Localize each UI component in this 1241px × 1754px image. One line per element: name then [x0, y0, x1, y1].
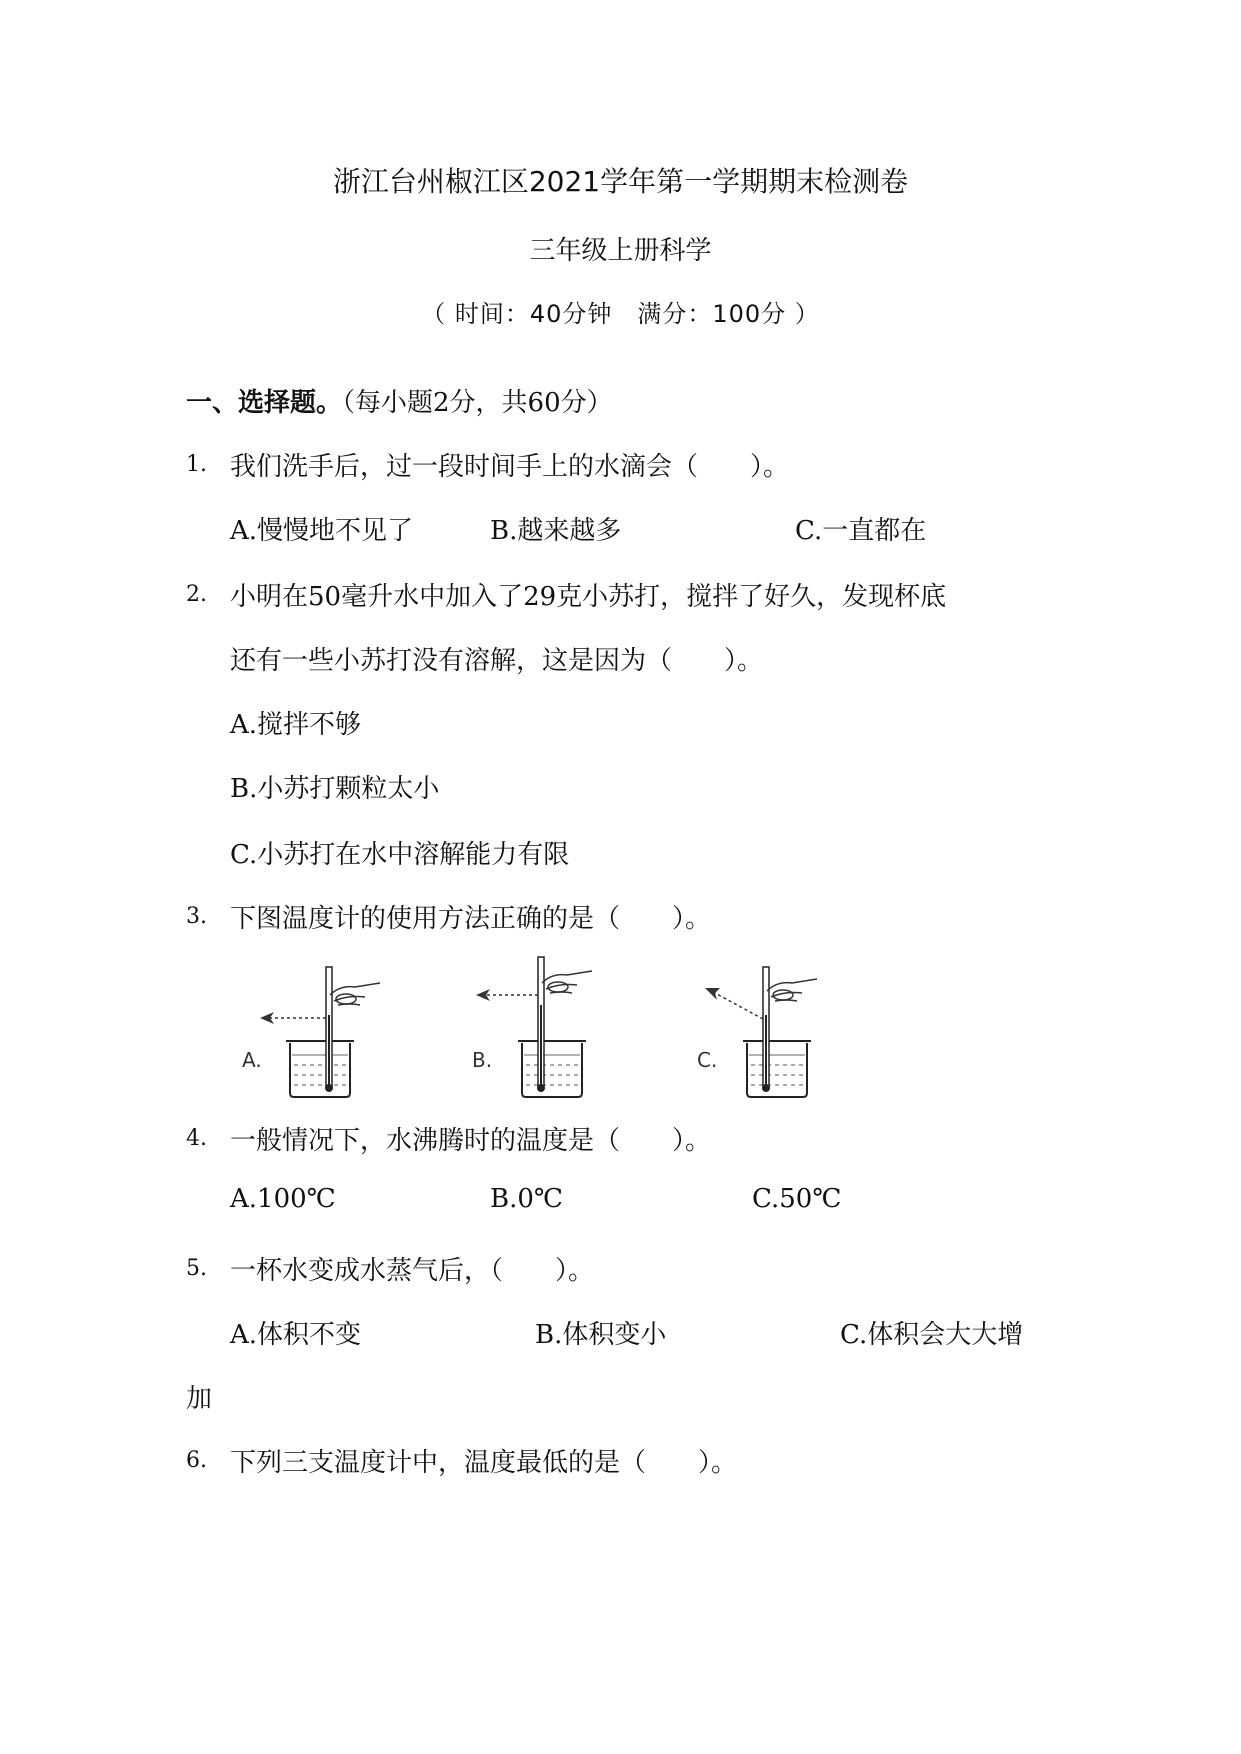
option-b: B.0℃ [490, 1184, 563, 1214]
question-text-continued: 还有一些小苏打没有溶解，这是因为（ ）。 [230, 646, 764, 676]
figure-b-label: B. [472, 1048, 493, 1072]
option-a: A.慢慢地不见了 [230, 516, 414, 546]
section-note: （每小题2分，共60分） [342, 388, 613, 418]
option-c: C.50℃ [752, 1184, 842, 1214]
section-heading [186, 382, 613, 419]
question-number: 1. [186, 452, 207, 477]
question-text: 小明在50毫升水中加入了29克小苏打，搅拌了好久，发现杯底 [230, 582, 947, 612]
option-c: C.体积会大大增 [840, 1320, 1024, 1350]
question-text: 下列三支温度计中，温度最低的是（ ）。 [230, 1448, 738, 1478]
question-number: 3. [186, 904, 207, 929]
option-b: B.小苏打颗粒太小 [230, 774, 440, 804]
figure-c [697, 967, 817, 1097]
figure-a-label: A. [242, 1048, 262, 1072]
thermometer-figure [230, 955, 910, 1105]
figure-b [472, 957, 592, 1097]
figure-c-label: C. [697, 1048, 718, 1072]
figure-a [242, 967, 380, 1097]
exam-meta: （ 时间：40分钟 满分：100分 ） [421, 300, 820, 328]
question-text: 一杯水变成水蒸气后，（ ）。 [230, 1256, 595, 1286]
option-b: B.体积变小 [535, 1320, 667, 1350]
page-subtitle: 三年级上册科学 [529, 236, 712, 266]
page-title: 浙江台州椒江区2021学年第一学期期末检测卷 [332, 165, 909, 198]
question-text: 下图温度计的使用方法正确的是（ ）。 [230, 904, 712, 934]
question-number: 4. [186, 1126, 207, 1151]
option-a: A.100℃ [230, 1184, 336, 1214]
option-a: A.体积不变 [230, 1320, 362, 1350]
option-c-wrap: 加 [186, 1384, 213, 1414]
question-text: 我们洗手后，过一段时间手上的水滴会（ ）。 [230, 452, 790, 482]
section-title: 一、选择题。 [186, 388, 343, 418]
option-c: C.一直都在 [795, 516, 927, 546]
option-c: C.小苏打在水中溶解能力有限 [230, 840, 570, 870]
option-b: B.越来越多 [490, 516, 622, 546]
question-number: 2. [186, 582, 207, 607]
question-text: 一般情况下，水沸腾时的温度是（ ）。 [230, 1126, 712, 1156]
question-number: 5. [186, 1256, 207, 1281]
option-a: A.搅拌不够 [230, 710, 362, 740]
question-number: 6. [186, 1448, 207, 1473]
